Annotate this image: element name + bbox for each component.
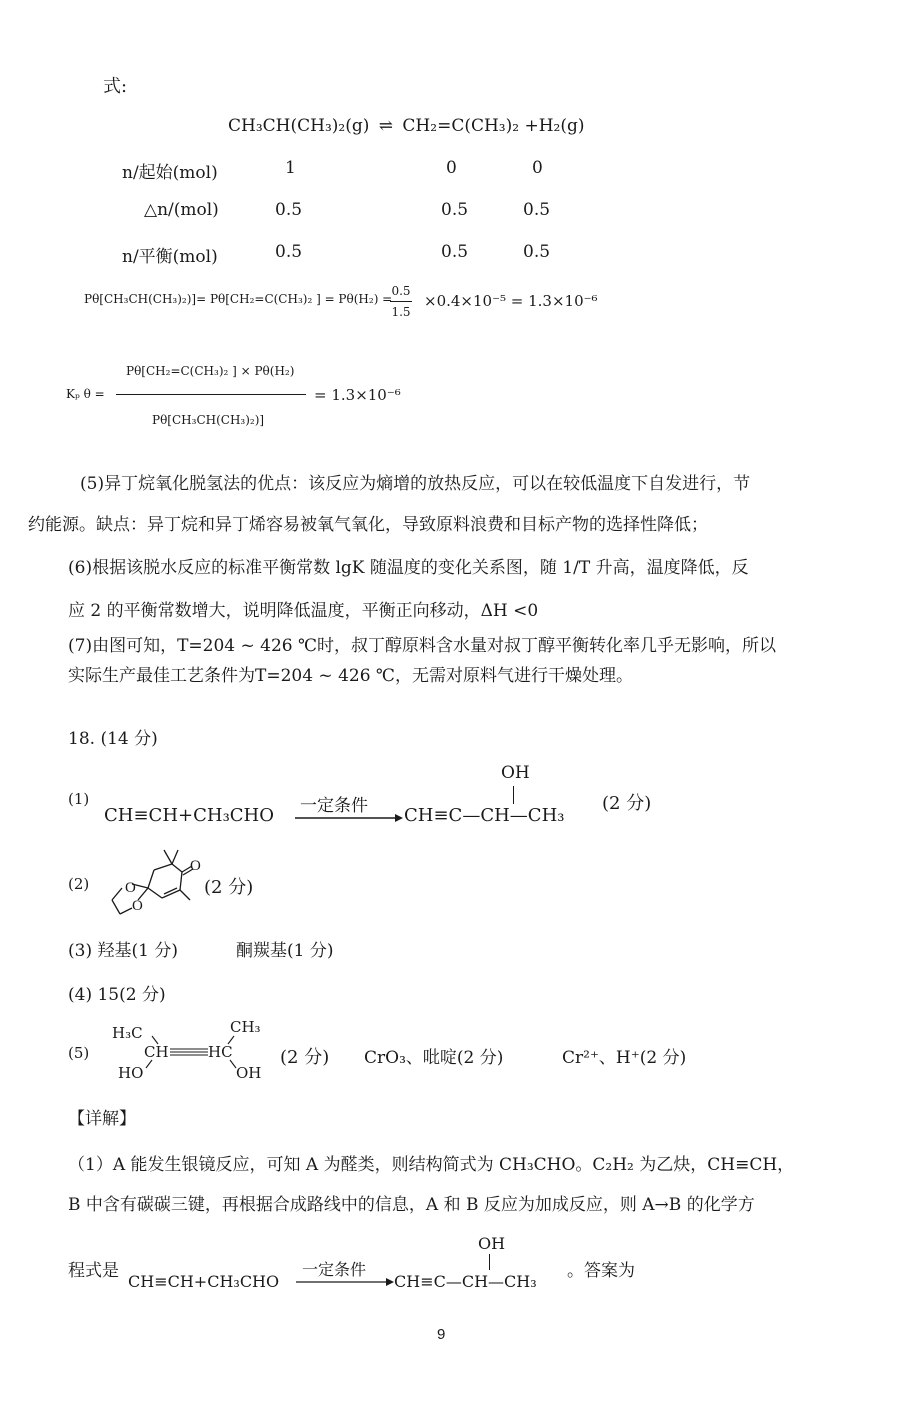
methyl-label: H₃C bbox=[112, 1024, 143, 1042]
bond-line bbox=[489, 1254, 490, 1270]
methyl-label: CH₃ bbox=[230, 1018, 261, 1036]
oxygen-label: O bbox=[190, 858, 201, 874]
equation-reactant: CH₃CH(CH₃)₂(g) bbox=[228, 116, 370, 136]
hydroxyl-label: HO bbox=[118, 1064, 144, 1082]
table-cell: 1 bbox=[285, 158, 296, 178]
fraction-bar bbox=[390, 301, 412, 302]
kp-label: Kₚ θ = bbox=[66, 387, 105, 401]
detail-heading: 【详解】 bbox=[68, 1109, 136, 1129]
equation-products: CH₂=C(CH₃)₂ +H₂(g) bbox=[402, 116, 585, 136]
answer-number: (5) bbox=[68, 1044, 90, 1062]
carbon-label: CH bbox=[144, 1043, 169, 1061]
answer-number: (1) bbox=[68, 790, 90, 808]
fraction-bar bbox=[116, 394, 306, 395]
q18-answer-3-part2: 酮羰基(1 分) bbox=[236, 941, 334, 961]
para6-line1: (6)根据该脱水反应的标准平衡常数 lgK 随温度的变化关系图，随 1/T 升高，温度降低，反 bbox=[68, 558, 749, 578]
answer-score: (2 分) bbox=[602, 793, 652, 814]
carbon-label: HC bbox=[208, 1043, 233, 1061]
table-row-label-equilibrium: n/平衡(mol) bbox=[122, 247, 218, 267]
spiroketal-structure-icon bbox=[98, 842, 204, 922]
table-cell: 0.5 bbox=[523, 200, 551, 220]
product: CH≡C—CH—CH₃ bbox=[404, 805, 565, 826]
kp-denominator: Pθ[CH₃CH(CH₃)₂)] bbox=[152, 413, 265, 427]
hydroxyl-label: OH bbox=[236, 1064, 262, 1082]
reactants: CH≡CH+CH₃CHO bbox=[128, 1272, 280, 1291]
q18-answer-3-part1: (3) 羟基(1 分) bbox=[68, 941, 178, 961]
pressure-fraction-den: 1.5 bbox=[391, 305, 411, 319]
q18-answer-4: (4) 15(2 分) bbox=[68, 985, 166, 1005]
answer-score: (2 分) bbox=[204, 877, 254, 898]
answer-number: (2) bbox=[68, 875, 90, 893]
reaction-arrow-icon bbox=[296, 1276, 396, 1288]
table-cell: 0.5 bbox=[523, 242, 551, 262]
hydroxyl-label: OH bbox=[478, 1234, 506, 1253]
oxygen-label: O bbox=[132, 898, 143, 914]
table-row-label-initial: n/起始(mol) bbox=[122, 163, 218, 183]
hydroxyl-label: OH bbox=[501, 763, 530, 783]
table-cell: 0.5 bbox=[275, 200, 303, 220]
para7-line2: 实际生产最佳工艺条件为T=204 ~ 426 ℃，无需对原料气进行干燥处理。 bbox=[68, 666, 633, 686]
pressure-fraction-num: 0.5 bbox=[391, 284, 411, 298]
kp-result: = 1.3×10⁻⁶ bbox=[314, 386, 401, 404]
para5-line2: 约能源。缺点：异丁烷和异丁烯容易被氧气氧化，导致原料浪费和目标产物的选择性降低； bbox=[28, 515, 708, 535]
reagent-1: CrO₃、吡啶(2 分) bbox=[364, 1048, 504, 1068]
intro-word: 式: bbox=[103, 76, 128, 97]
table-cell: 0 bbox=[532, 158, 543, 178]
product: CH≡C—CH—CH₃ bbox=[394, 1272, 537, 1291]
equilibrium-arrow-icon: ⇌ bbox=[378, 116, 394, 136]
equilibrium-equation bbox=[228, 116, 584, 136]
table-cell: 0 bbox=[446, 158, 457, 178]
reaction-condition: 一定条件 bbox=[302, 1260, 367, 1279]
table-cell: 0.5 bbox=[441, 242, 469, 262]
bond-lines-icon bbox=[130, 1030, 250, 1080]
table-row-label-change: △n/(mol) bbox=[144, 200, 219, 220]
q18-heading: 18. (14 分) bbox=[68, 729, 158, 749]
reagent-2: Cr²⁺、H⁺(2 分) bbox=[562, 1048, 687, 1068]
reaction-arrow-icon bbox=[295, 812, 405, 824]
table-cell: 0.5 bbox=[441, 200, 469, 220]
para7-line1: (7)由图可知，T=204 ~ 426 ℃时，叔丁醇原料含水量对叔丁醇平衡转化率几乎无影响，所以 bbox=[68, 636, 777, 656]
table-cell: 0.5 bbox=[275, 242, 303, 262]
pressure-rhs: ×0.4×10⁻⁵ = 1.3×10⁻⁶ bbox=[424, 292, 598, 310]
kp-numerator: Pθ[CH₂=C(CH₃)₂ ] × Pθ(H₂) bbox=[126, 364, 295, 378]
detail-line3-suffix: 。答案为 bbox=[567, 1261, 635, 1281]
para6-line2: 应 2 的平衡常数增大，说明降低温度，平衡正向移动，ΔH <0 bbox=[68, 601, 539, 621]
answer-score: (2 分) bbox=[280, 1047, 330, 1068]
reactants: CH≡CH+CH₃CHO bbox=[104, 805, 275, 826]
bond-line bbox=[513, 786, 514, 804]
para5-line1: (5)异丁烷氧化脱氢法的优点：该反应为熵增的放热反应，可以在较低温度下自发进行，节 bbox=[80, 474, 751, 494]
detail-line2: B 中含有碳碳三键，再根据合成路线中的信息，A 和 B 反应为加成反应，则 A→B 的化学方 bbox=[68, 1195, 755, 1215]
oxygen-label: O bbox=[125, 880, 136, 896]
page-number: 9 bbox=[437, 1326, 446, 1343]
detail-line3-prefix: 程式是 bbox=[68, 1261, 119, 1281]
reaction-condition: 一定条件 bbox=[300, 796, 368, 816]
detail-line1: （1）A 能发生银镜反应，可知 A 为醛类，则结构简式为 CH₃CHO。C₂H₂ 为乙炔，CH≡CH， bbox=[68, 1155, 795, 1175]
pressure-lhs: Pθ[CH₃CH(CH₃)₂)]= Pθ[CH₂=C(CH₃)₂ ] = Pθ(H₂) = bbox=[84, 292, 393, 306]
